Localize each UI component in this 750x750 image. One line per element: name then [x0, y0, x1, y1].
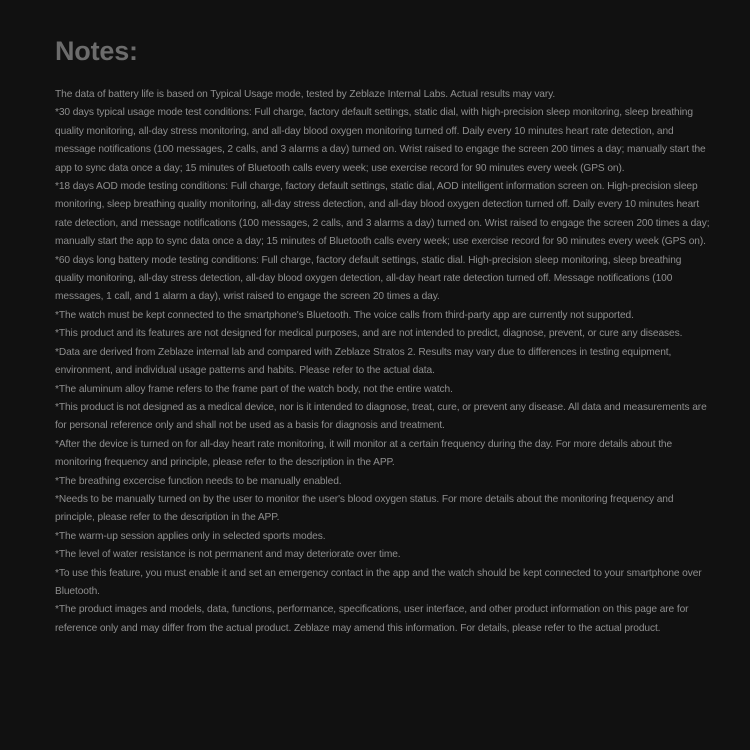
- note-18-days-aod-conditions: *18 days AOD mode testing conditions: Full charge, factory default settings, static dial, AOD intelligent information screen on. High-precision sleep monitoring, sleep breathing quality monitoring, all-day stress detection, and all-day blood oxygen detection turned off. Daily every 10 minutes heart rate detection, and message notifications (100 messages, 2 calls, and 3 alarms a day) turned on. Wrist raised to engage the screen 200 times a day; manually start the app to sync data once a day; 15 minutes of Bluetooth calls every week; use exercise record for 90 minutes every week (GPS on).: [55, 181, 710, 248]
- note-blood-oxygen: *Needs to be manually turned on by the user to monitor the user's blood oxygen status. For more details about the monitoring frequency and principle, please refer to the description in the APP.: [55, 493, 674, 524]
- note-aluminum-frame: *The aluminum alloy frame refers to the frame part of the watch body, not the entire watch.: [55, 383, 453, 395]
- note-not-medical: *This product and its features are not designed for medical purposes, and are not intended to predict, diagnose, prevent, or cure any diseases.: [55, 328, 683, 340]
- note-emergency-contact: *To use this feature, you must enable it and set an emergency contact in the app and the watch should be kept connected to your smartphone over Bluetooth.: [55, 567, 702, 597]
- note-data-comparison: *Data are derived from Zeblaze internal lab and compared with Zeblaze Stratos 2. Results may vary due to differences in testing equipment, environment, and individual usage patterns and habits. Please refer to the actual data.: [55, 346, 672, 377]
- note-bluetooth-calls: *The watch must be kept connected to the smartphone's Bluetooth. The voice calls from third-party app are currently not supported.: [55, 309, 634, 321]
- notes-list: [55, 86, 710, 638]
- note-heart-rate-monitoring: *After the device is turned on for all-day heart rate monitoring, it will monitor at a certain frequency during the day. For more details about the monitoring frequency and principle, please refer to the description in the APP.: [55, 438, 673, 469]
- note-reference-only: *The product images and models, data, functions, performance, specifications, user interface, and other product information on this page are for reference only and may differ from the actual product. Zeblaze may amend this information. For details, please refer to the actual product.: [55, 604, 689, 634]
- note-breathing-exercise: *The breathing excercise function needs to be manually enabled.: [55, 475, 342, 487]
- note-warm-up: *The warm-up session applies only in selected sports modes.: [55, 530, 326, 542]
- note-60-days-conditions: *60 days long battery mode testing conditions: Full charge, factory default settings, static dial. High-precision sleep monitoring, sleep breathing quality monitoring, all-day stress detection, all-day blood oxygen detection, all-day heart rate detection turned off. Message notifications (100 messages, 1 call, and 1 alarm a day), wrist raised to engage the screen 20 times a day.: [55, 254, 682, 303]
- page-title: Notes:: [55, 36, 138, 66]
- note-30-days-conditions: *30 days typical usage mode test conditions: Full charge, factory default settings, static dial, with high-precision sleep monitoring, sleep breathing quality monitoring, all-day stress monitoring, and all-day blood oxygen monitoring turned off. Daily every 10 minutes heart rate detection, and message notifications (100 messages, 2 calls, and 3 alarms a day) turned on. Wrist raised to engage the screen 200 times a day; manually start the app to sync data once a day; 15 minutes of Bluetooth calls every week; use exercise record for 90 minutes every week (GPS on).: [55, 107, 706, 174]
- note-not-medical-device: *This product is not designed as a medical device, nor is it intended to diagnose, treat, cure, or prevent any disease. All data and measurements are for personal reference only and shall not be used as a basis for diagnosis and treatment.: [55, 401, 707, 432]
- note-water-resistance: *The level of water resistance is not permanent and may deteriorate over time.: [55, 549, 401, 561]
- note-battery-basis: The data of battery life is based on Typical Usage mode, tested by Zeblaze Internal Labs. Actual results may vary.: [55, 89, 556, 100]
